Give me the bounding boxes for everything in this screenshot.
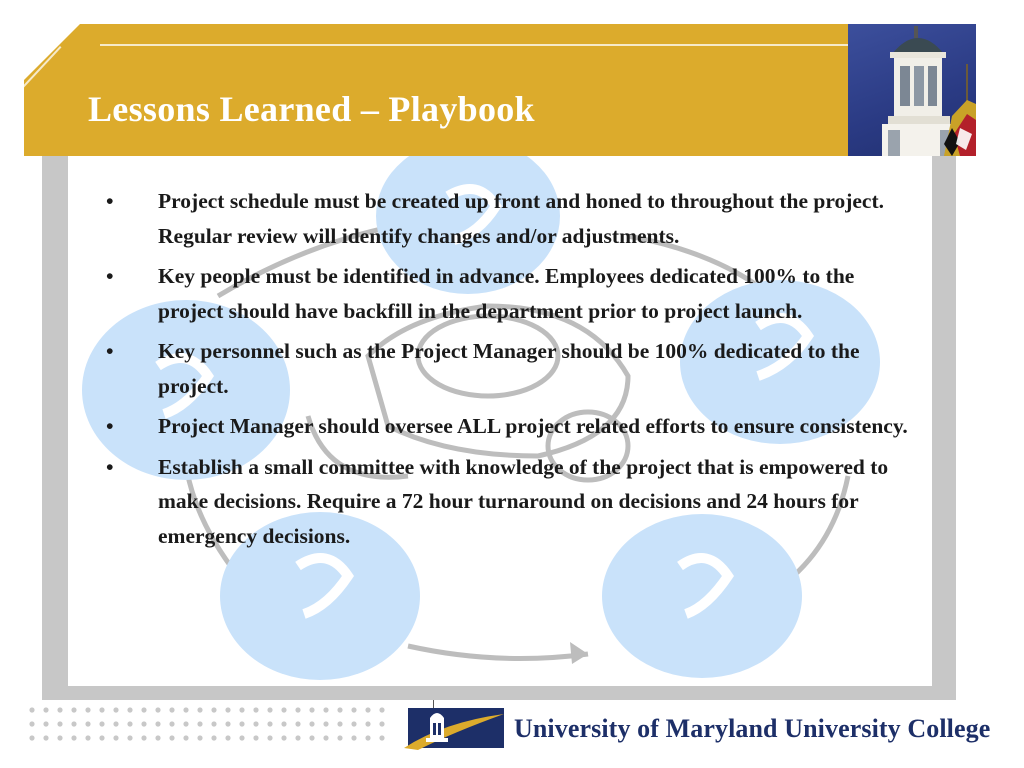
cupola-photo: [848, 24, 976, 156]
bullet-marker: •: [106, 189, 114, 213]
slide-title: Lessons Learned – Playbook: [88, 89, 535, 129]
bullet-item: [106, 334, 912, 403]
bullet-text: Establish a small committee with knowledge of the project that is empowered to make decisions. Require a 72 hour turnaround on decisions and 24 hours for emergency decisions.: [158, 454, 889, 548]
bullet-text: Project schedule must be created up front and honed to throughout the project. Regular review will identify changes and/or adjustments.: [158, 189, 885, 248]
bullet-text: Project Manager should oversee ALL project related efforts to ensure consistency.: [158, 414, 908, 438]
bullet-item: [106, 450, 912, 554]
bullet-text: Key personnel such as the Project Manager should be 100% dedicated to the project.: [158, 339, 860, 398]
bullet-marker: •: [106, 454, 114, 479]
bullet-item: [106, 409, 912, 444]
umuc-logo-icon: [404, 708, 504, 750]
bullet-item: [106, 259, 912, 328]
bullet-list: [106, 184, 912, 559]
content-area: [68, 156, 932, 686]
university-name: University of Maryland University College: [514, 714, 991, 743]
header-rule: [100, 44, 848, 46]
bullet-marker: •: [106, 264, 114, 288]
bullet-text: Key people must be identified in advance. Employees dedicated 100% to the project should have backfill in the department prior to project launch.: [158, 264, 855, 323]
bullet-item: [106, 184, 912, 253]
footer-dot-pattern: [28, 706, 388, 746]
bullet-marker: •: [106, 339, 114, 363]
bullet-marker: •: [106, 414, 114, 438]
